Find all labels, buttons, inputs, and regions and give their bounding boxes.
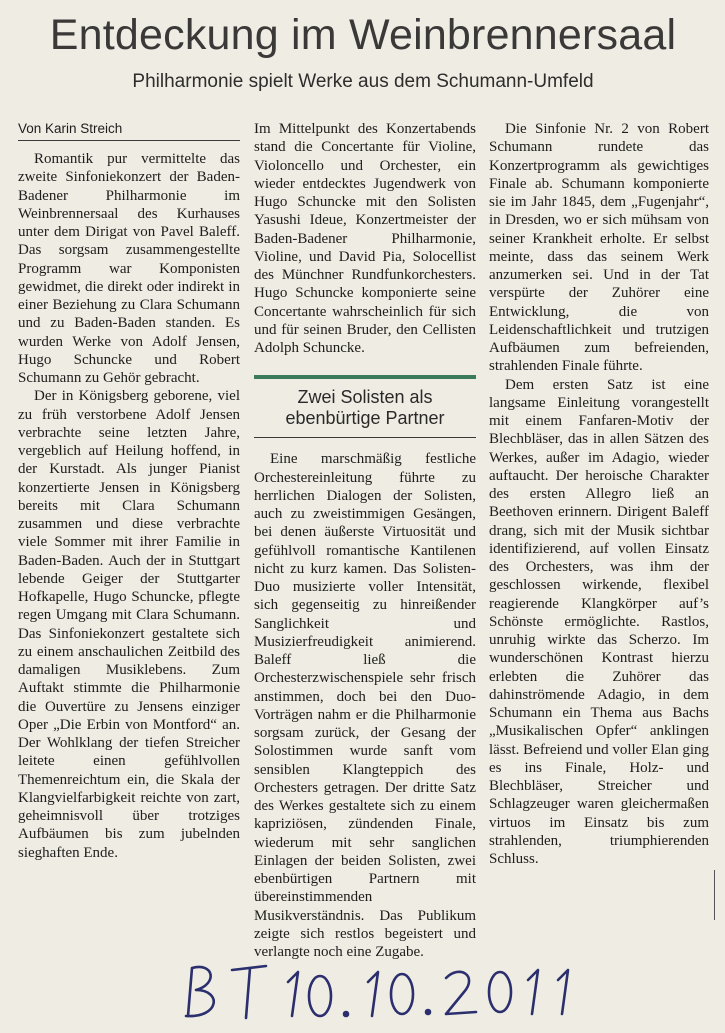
article-column-1: [18, 120, 240, 862]
intertitle: Zwei Solisten als ebenbürtige Partner: [254, 375, 476, 438]
article-subheadline: Philharmonie spielt Werke aus dem Schumann-Umfeld: [132, 71, 594, 92]
paragraph-intro: Romantik pur vermittelte das zweite Sinfoniekonzert der Baden-Badener Philharmonie im Weinbrennersaal des Kurhauses unter dem Dirigat von Pavel Baleff. Das sorgsam zusammengestellte Programm war Komponisten gewidmet, die direkt oder indirekt in einer Beziehung zu Clara Schumann und zu Baden-Baden standen. Es wurden Werke von Adolf Jensen, Hugo Schuncke und Robert Schumann zu Gehör gebracht.: [18, 151, 240, 386]
paragraph-jensen: Der in Königsberg geborene, viel zu früh verstorbene Adolf Jensen verbrachte seine letzten Jahre, vergeblich auf Heilung hoffend, in der Kurstadt. Als junger Pianist konzertierte Jensen in Königsberg bereits mit Clara Schumann zusammen und diese verbrachte viele Sommer mit ihrer Familie in Baden-Baden. Auch der in Stuttgart lebende Geiger der Stuttgarter Hofkapelle, Hugo Schuncke, pflegte regen Umgang mit Clara Schumann. Das Sinfoniekonzert gestaltete sich zu einem anschaulichen Zeitbild des damaligen Musiklebens. Zum Auftakt stimmte die Philharmonie die Ouvertüre zu Jensens einziger Oper „Die Erbin von Montford“ an. Der Wohlklang der tiefen Streicher leitete einen gefühlvollen Themenreichtum ein, die Skala der Klangvielfarbigkeit reichte von zart, geheimnisvoll über trotziges Aufbäumen bis zum jubelnden sieghaften Ende.: [18, 388, 240, 861]
handwritten-date-note: [170, 960, 590, 1024]
author-byline: Von Karin Streich: [18, 120, 240, 141]
paragraph-symphony: Die Sinfonie Nr. 2 von Robert Schumann rundete das Konzertprogramm als gewichtiges Finale ab. Schumann komponierte sie im Jahr 1845, dem „Fugenjahr“, in Dresden, wo er sich mühsam von seiner Krankheit erholte. Er selbst meinte, dass das seinem Werk anzumerken sei. Und in der Tat verspürte der Zuhörer eine Entwicklung, die von Leidenschaftlichkeit und trutzigen Aufbäumen zum befreienden, strahlenden Finale führte.: [489, 121, 709, 375]
article-column-3: [489, 120, 709, 868]
margin-mark: [714, 870, 723, 920]
article-column-2: [254, 120, 476, 961]
paragraph-concertante: Im Mittelpunkt des Konzertabends stand die Concertante für Violine, Violoncello und Orchester, ein wieder entdecktes Jugendwerk von Hugo Schuncke mit den Solisten Yasushi Ideue, Konzertmeister der Baden-Badener Philharmonie, Violine, und David Pia, Solocellist des Münchner Rundfunkorchesters. Hugo Schuncke komponierte seine Concertante wahrscheinlich für sich und für seinen Bruder, den Cellisten Adolph Schuncke.: [254, 121, 476, 356]
paragraph-soloists: Eine marschmäßig festliche Orchestereinleitung führte zu herrlichen Dialogen der Solisten, auch zu zweistimmigen Gesängen, bei denen äußerste Virtuosität und gefühlvoll romantische Kantilenen nicht zu kurz kamen. Das Solisten-Duo musizierte voller Intensität, sich gegenseitig zu hinreißender Sanglichkeit und Musizierfreudigkeit animierend. Baleff ließ die Orchesterzwischenspiele sehr frisch anstimmen, doch bei den Duo-Vorträgen nahm er die Philharmonie sorgsam zurück, der Gesang der Solostimmen wurde sanft vom sensiblen Klangteppich des Orchesters getragen. Der dritte Satz des Werkes gestaltete sich zu einem kapriziösen, zündenden Finale, wiederum mit sehr sanglichen Einlagen der beiden Solisten, zwei ebenbürtigen Partnern mit übereinstimmenden Musikverständnis. Das Publikum zeigte sich restlos begeistert und verlangte noch eine Zugabe.: [254, 451, 476, 960]
paragraph-movements: Dem ersten Satz ist eine langsame Einleitung vorangestellt mit einem Fanfaren-Motiv der Blechbläser, das in allen Sätzen des Werkes, außer im Adagio, wieder auftaucht. Der heroische Charakter des ersten Allegro ließ an Beethoven erinnern. Dirigent Baleff drang, sich mit der Musik sichtbar identifizierend, auf vollen Einsatz des Orchesters, was ihm der geschlossen wirkende, flexibel reagierende Klangkörper auf’s Schönste ermöglichte. Rastlos, unruhig wirkte das Scherzo. Im wunderschönen Kontrast hierzu erlebten die Zuhörer das dahinströmende Adagio, in dem Schumann ein Thema aus Bachs „Musikalischen Opfer“ anklingen lässt. Befreiend und voller Elan ging es ins Finale, Holz- und Blechbläser, Streicher und Schlagzeuger waren gleichermaßen virtuos im Einsatz bis zum strahlenden, triumphierenden Schluss.: [489, 376, 709, 867]
article-headline: Entdeckung im Weinbrennersaal: [49, 11, 677, 59]
